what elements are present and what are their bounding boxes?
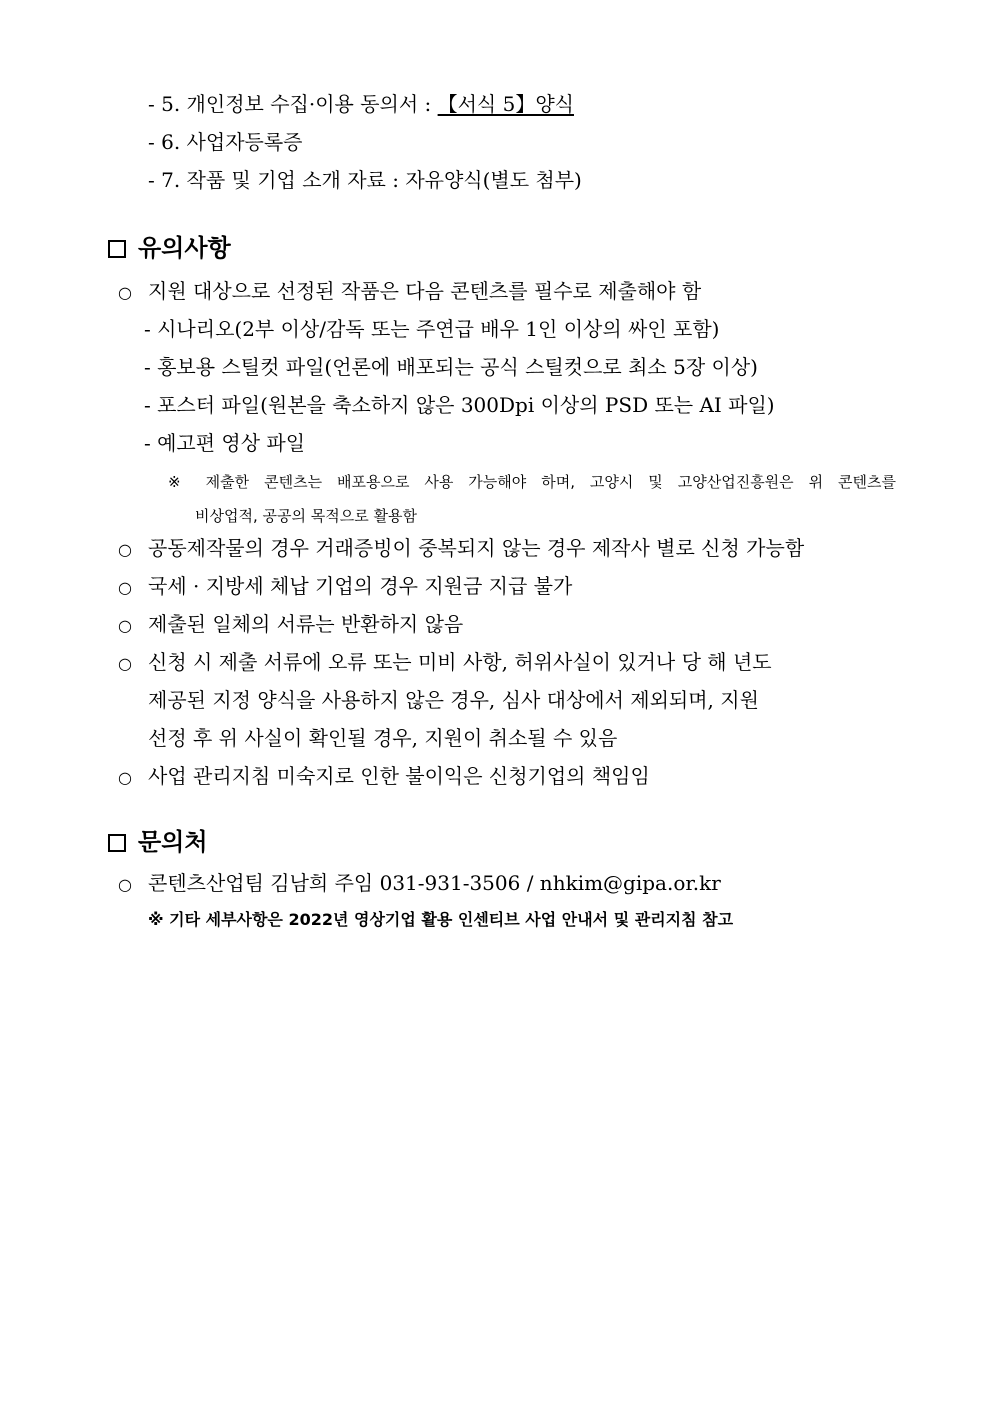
doc-item-5-label: - 5. 개인정보 수집·이용 동의서 : — [148, 92, 438, 116]
notes-bullet-5-line-2: 제공된 지정 양식을 사용하지 않은 경우, 심사 대상에서 제외되며, 지원 — [148, 688, 759, 712]
required-content-scenario: - 시나리오(2부 이상/감독 또는 주연급 배우 1인 이상의 싸인 포함) — [144, 317, 720, 341]
circle-bullet-icon: ○ — [118, 875, 132, 894]
notes-bullet-2 — [118, 534, 804, 564]
notes-bullet-3-text: 국세 · 지방세 체납 기업의 경우 지원금 지급 불가 — [148, 574, 573, 598]
contact-heading-text: 문의처 — [138, 828, 208, 856]
checkbox-square-icon — [108, 240, 126, 258]
notes-bullet-5 — [118, 648, 772, 678]
required-content-poster: - 포스터 파일(원본을 축소하지 않은 300Dpi 이상의 PSD 또는 AI 파일) — [144, 393, 775, 417]
notes-bullet-4-text: 제출된 일체의 서류는 반환하지 않음 — [148, 612, 464, 636]
notes-bullet-6 — [118, 762, 650, 792]
notes-bullet-2-text: 공동제작물의 경우 거래증빙이 중복되지 않는 경우 제작사 별로 신청 가능함 — [148, 536, 805, 560]
required-content-trailer: - 예고편 영상 파일 — [144, 431, 306, 455]
circle-bullet-icon: ○ — [118, 768, 132, 787]
form-5-reference: 【서식 5】양식 — [437, 92, 574, 116]
remark-line-1: ※ 제출한 콘텐츠는 배포용으로 사용 가능해야 하며, 고양시 및 고양산업진흥원은 위 콘텐츠를 — [168, 473, 896, 491]
remark-line-2: 비상업적, 공공의 목적으로 활용함 — [195, 507, 417, 525]
notes-bullet-3 — [118, 572, 572, 602]
circle-bullet-icon: ○ — [118, 283, 132, 302]
notes-bullet-4 — [118, 610, 463, 640]
contact-heading — [108, 826, 208, 858]
required-content-stillcut: - 홍보용 스틸컷 파일(언론에 배포되는 공식 스틸컷으로 최소 5장 이상) — [144, 355, 758, 379]
notes-bullet-5-line-3: 선정 후 위 사실이 확인될 경우, 지원이 취소될 수 있음 — [148, 726, 618, 750]
notes-heading-text: 유의사항 — [138, 234, 231, 262]
circle-bullet-icon: ○ — [118, 616, 132, 635]
doc-item-5 — [148, 90, 574, 118]
circle-bullet-icon: ○ — [118, 540, 132, 559]
notes-bullet-5-line-1: 신청 시 제출 서류에 오류 또는 미비 사항, 허위사실이 있거나 당 해 년도 — [148, 650, 772, 674]
notes-bullet-1-text: 지원 대상으로 선정된 작품은 다음 콘텐츠를 필수로 제출해야 함 — [148, 279, 702, 303]
circle-bullet-icon: ○ — [118, 578, 132, 597]
notes-bullet-6-text: 사업 관리지침 미숙지로 인한 불이익은 신청기업의 책임임 — [148, 764, 650, 788]
circle-bullet-icon: ○ — [118, 654, 132, 673]
contact-line — [118, 869, 721, 899]
checkbox-square-icon — [108, 834, 126, 852]
doc-item-7: - 7. 작품 및 기업 소개 자료 : 자유양식(별도 첨부) — [148, 168, 582, 192]
notes-heading — [108, 232, 231, 264]
reference-footnote: ※ 기타 세부사항은 2022년 영상기업 활용 인센티브 사업 안내서 및 관리지침 참고 — [148, 910, 734, 929]
notes-bullet-1 — [118, 277, 701, 307]
contact-text: 콘텐츠산업팀 김남희 주임 031-931-3506 / nhkim@gipa.or.kr — [148, 871, 721, 895]
doc-item-6: - 6. 사업자등록증 — [148, 130, 303, 154]
